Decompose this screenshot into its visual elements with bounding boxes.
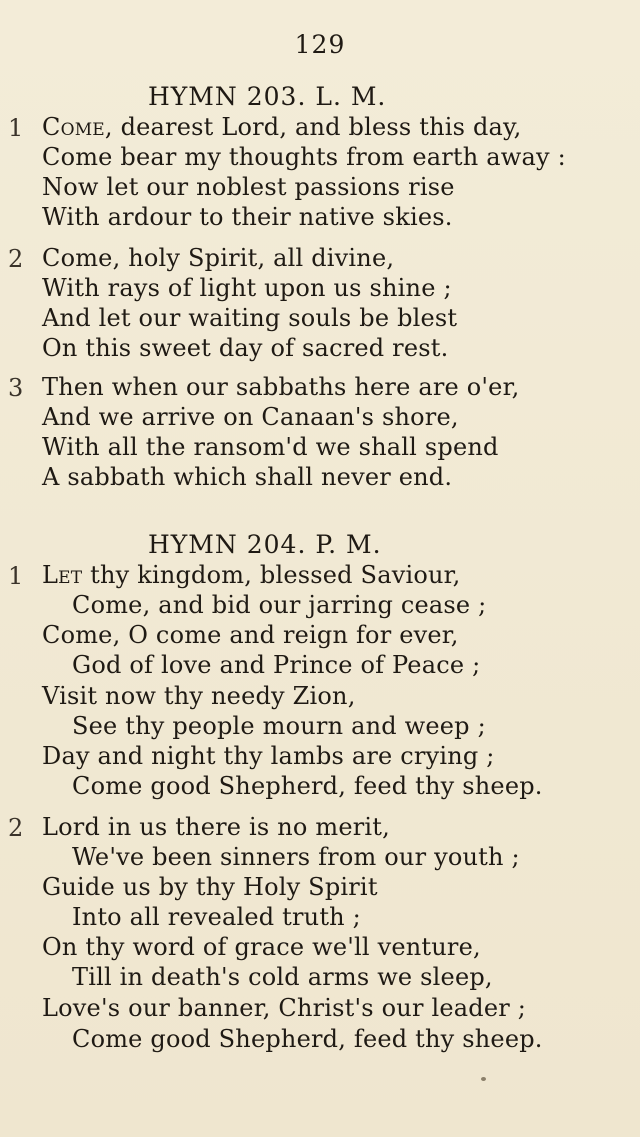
- verse-line: Then when our sabbaths here are o'er,: [42, 373, 520, 401]
- verse-line: Till in death's cold arms we sleep,: [72, 963, 493, 991]
- verse-line: We've been sinners from our youth ;: [72, 843, 520, 871]
- verse-line: Come good Shepherd, feed thy sheep.: [72, 772, 543, 800]
- verse-line: Guide us by thy Holy Spirit: [42, 873, 378, 901]
- verse-line: With all the ransom'd we shall spend: [42, 433, 499, 461]
- verse-number: 2: [8, 245, 24, 273]
- verse-line: See thy people mourn and weep ;: [72, 712, 486, 740]
- verse-line: Visit now thy needy Zion,: [42, 682, 356, 710]
- verse-line: Lord in us there is no merit,: [42, 813, 390, 841]
- verse-number: 2: [8, 814, 24, 842]
- verse-line: Come, and bid our jarring cease ;: [72, 591, 487, 619]
- verse-line: [42, 112, 521, 142]
- verse-line: Into all revealed truth ;: [72, 903, 361, 931]
- verse-line: [42, 560, 461, 590]
- verse-line: On this sweet day of sacred rest.: [42, 334, 449, 362]
- verse-line: Love's our banner, Christ's our leader ;: [42, 994, 527, 1022]
- verse-line: And we arrive on Canaan's shore,: [42, 403, 459, 431]
- verse-line: With rays of light upon us shine ;: [42, 274, 452, 302]
- verse-line: Now let our noblest passions rise: [42, 173, 455, 201]
- hymn-title: HYMN 203. L. M.: [148, 82, 387, 111]
- verse-line: God of love and Prince of Peace ;: [72, 651, 481, 679]
- verse-line: And let our waiting souls be blest: [42, 304, 458, 332]
- line-text: dearest Lord, and bless this day,: [112, 113, 522, 141]
- verse-line: With ardour to their native skies.: [42, 203, 453, 231]
- line-text: thy kingdom, blessed Saviour,: [82, 561, 461, 589]
- initial-word: Come,: [42, 113, 113, 141]
- ink-speck: [481, 1077, 486, 1081]
- initial-word: Let: [42, 561, 83, 589]
- verse-line: A sabbath which shall never end.: [42, 463, 453, 491]
- page-number: 129: [294, 30, 346, 59]
- verse-number: 3: [8, 374, 24, 402]
- verse-line: Come, holy Spirit, all divine,: [42, 244, 395, 272]
- verse-line: Come, O come and reign for ever,: [42, 621, 459, 649]
- verse-number: 1: [8, 562, 24, 590]
- verse-number: 1: [8, 114, 24, 142]
- verse-line: On thy word of grace we'll venture,: [42, 933, 481, 961]
- verse-line: Come good Shepherd, feed thy sheep.: [72, 1025, 543, 1053]
- verse-line: Day and night thy lambs are crying ;: [42, 742, 495, 770]
- verse-line: Come bear my thoughts from earth away :: [42, 143, 566, 171]
- hymn-title: HYMN 204. P. M.: [148, 530, 382, 559]
